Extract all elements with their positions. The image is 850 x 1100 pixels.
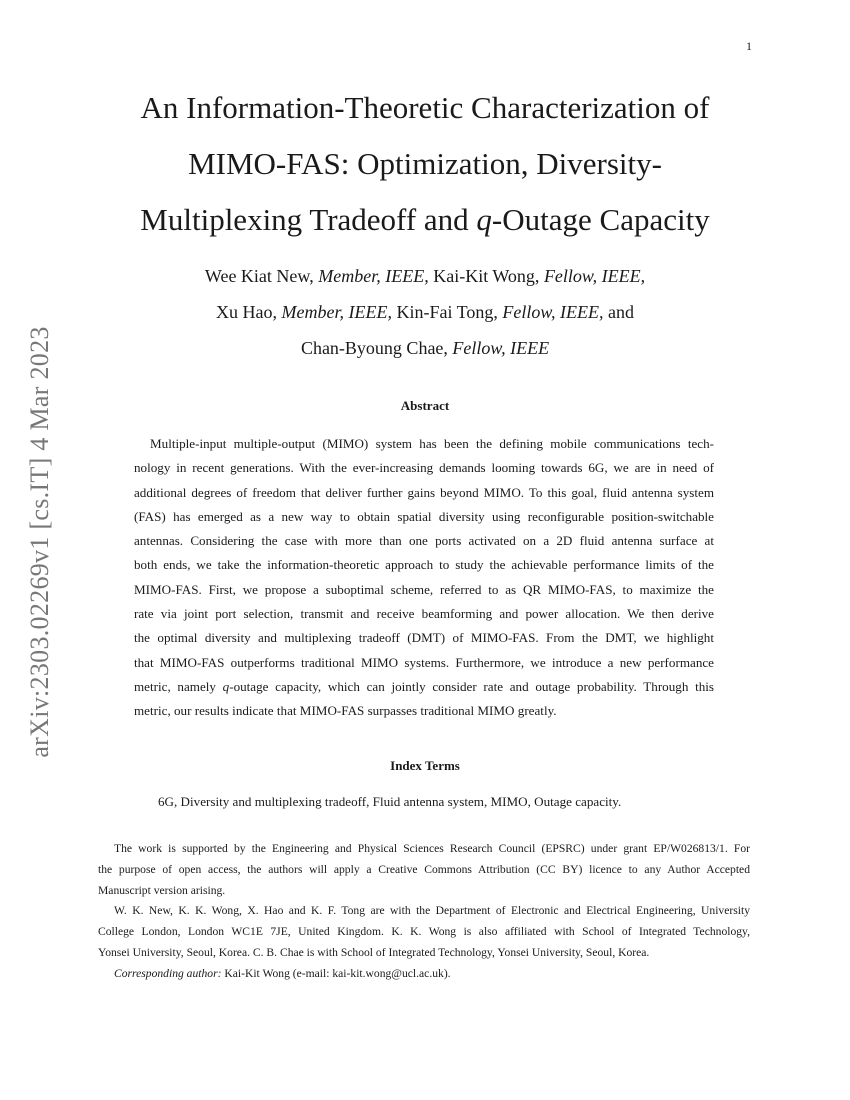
footnote-line: The work is supported by the Engineering and Physical Sciences Research Council (EPSRC) under grant EP/W026813/1. For — [114, 842, 750, 855]
abstract-line: MIMO-FAS. First, we propose a suboptimal scheme, referred to as QR MIMO-FAS, to maximize the — [134, 581, 714, 597]
abstract-line: both ends, we take the information-theoretic approach to study the achievable performance limits of the — [134, 557, 714, 573]
author-role: Fellow, IEEE, — [543, 266, 646, 286]
abstract-line: (FAS) has emerged as a new way to obtain spatial diversity using reconfigurable position-switchable — [134, 508, 714, 524]
author-line-1 — [120, 258, 730, 294]
abstract-line: additional degrees of freedom that deliver further gains beyond MIMO. To this goal, fluid antenna system — [134, 484, 714, 500]
index-terms: 6G, Diversity and multiplexing tradeoff, Fluid antenna system, MIMO, Outage capacity. — [158, 794, 622, 809]
corresponding-author-label: Corresponding author: — [114, 966, 222, 980]
abstract-line: antennas. Considering the case with more than one ports activated on a 2D fluid antenna surface at — [134, 533, 714, 549]
author-role: Fellow, IEEE — [452, 338, 550, 358]
abstract-line — [134, 675, 714, 699]
author-line-2 — [120, 294, 730, 330]
abstract-line: Multiple-input multiple-output (MIMO) system has been the defining mobile communications tech- — [150, 436, 714, 451]
abstract-body — [134, 432, 714, 724]
abstract-line: rate via joint port selection, transmit and receive beamforming and power allocation. We then derive — [134, 606, 714, 622]
abstract-line: nology in recent generations. With the ever-increasing demands looming towards 6G, we are in need of — [134, 460, 714, 476]
abstract-line: metric, our results indicate that MIMO-FAS surpasses traditional MIMO greatly. — [134, 703, 557, 719]
footnote-line — [98, 964, 750, 985]
title-line-3 — [90, 192, 760, 248]
footnote-line: W. K. New, K. K. Wong, X. Hao and K. F. Tong are with the Department of Electronic and Electrical Engineering, University — [114, 904, 750, 918]
author-name: Kai-Kit Wong, — [428, 266, 544, 286]
page-number: 1 — [746, 39, 752, 53]
footnote-line: Manuscript version arising. — [98, 883, 226, 897]
abstract-heading: Abstract — [400, 398, 450, 413]
title-line-3-end: -Outage Capacity — [491, 202, 710, 237]
abstract-text: -outage capacity, which can jointly consider rate and outage probability. Through this — [229, 678, 714, 694]
title-line-2: MIMO-FAS: Optimization, Diversity- — [188, 146, 662, 181]
author-role: Member, IEEE, — [281, 302, 392, 322]
author-conjunction: and — [603, 302, 635, 322]
author-name: Xu Hao, — [215, 302, 282, 322]
author-line-3 — [120, 330, 730, 366]
title-line-1: An Information-Theoretic Characterization of — [140, 90, 710, 125]
corresponding-author-contact: Kai-Kit Wong (e-mail: kai-kit.wong@ucl.ac.uk). — [221, 966, 451, 980]
title-q-symbol: q — [476, 202, 492, 237]
author-name: Chan-Byoung Chae, — [300, 338, 453, 358]
abstract-text: metric, namely — [134, 678, 223, 694]
footnote-line: College London, London WC1E 7JE, United Kingdom. K. K. Wong is also affiliated with School of Integrated Technology, — [98, 925, 750, 939]
author-role: Fellow, IEEE, — [502, 302, 604, 322]
abstract-line: the optimal diversity and multiplexing tradeoff (DMT) of MIMO-FAS. From the DMT, we highlight — [134, 630, 714, 646]
arxiv-side-stamp[interactable]: arXiv:2303.02269v1 [cs.IT] 4 Mar 2023 — [25, 326, 54, 758]
footnote-line: the purpose of open access, the authors will apply a Creative Commons Attribution (CC BY) licence to any Author Accepted — [98, 862, 750, 876]
paper-title — [90, 80, 760, 248]
footnote-line: Yonsei University, Seoul, Korea. C. B. Chae is with School of Integrated Technology, Yonsei University, Seoul, Korea. — [98, 945, 650, 959]
author-name: Kin-Fai Tong, — [391, 302, 503, 322]
author-role: Member, IEEE, — [318, 266, 429, 286]
author-list — [120, 258, 730, 366]
footnotes — [98, 839, 750, 985]
abstract-line: that MIMO-FAS outperforms traditional MIMO systems. Furthermore, we introduce a new performance — [134, 654, 714, 670]
index-terms-heading: Index Terms — [390, 758, 460, 773]
author-name: Wee Kiat New, — [204, 266, 319, 286]
q-symbol: q — [222, 678, 230, 694]
title-line-3-start: Multiplexing Tradeoff and — [140, 202, 477, 237]
